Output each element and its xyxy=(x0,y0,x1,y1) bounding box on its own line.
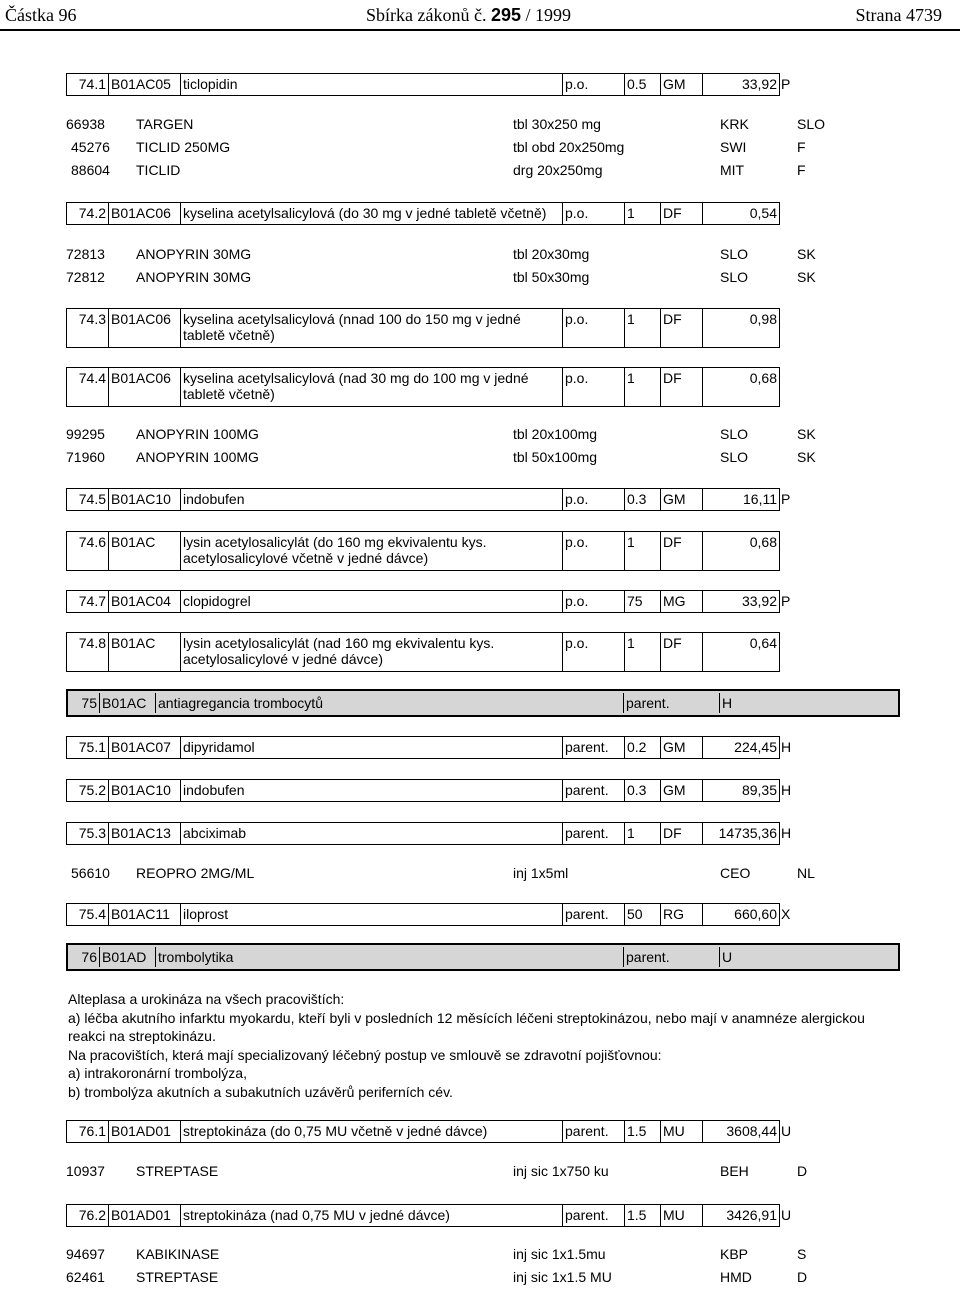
product-code: 10937 xyxy=(66,1163,105,1179)
group-name: clopidogrel xyxy=(181,591,563,612)
product-form: tbl 30x250 mg xyxy=(513,116,601,132)
group-route: p.o. xyxy=(563,591,625,612)
group-code: 75.4 xyxy=(67,904,109,925)
group-name: indobufen xyxy=(181,780,563,801)
note-line: reakci na streptokinázu. xyxy=(68,1028,216,1044)
group-name-line1: lysin acetylosalicylát (do 160 mg ekvivalentu kys. xyxy=(183,534,487,550)
main-group-row-75 xyxy=(66,689,900,717)
product-code: 66938 xyxy=(66,116,105,132)
product-country: NL xyxy=(797,865,815,881)
product-form: tbl 50x30mg xyxy=(513,269,590,285)
group-atc: B01AC11 xyxy=(109,904,181,925)
group-row-74-1 xyxy=(66,73,780,96)
product-form: tbl 20x100mg xyxy=(513,426,598,442)
product-name: KABIKINASE xyxy=(136,1246,220,1262)
header-title-suffix: / 1999 xyxy=(525,5,572,25)
product-form: drg 20x250mg xyxy=(513,162,603,178)
group-atc: B01AC05 xyxy=(109,74,181,95)
product-country: SLO xyxy=(797,116,826,132)
main-group-flag: U xyxy=(722,949,733,965)
group-name-line2: tabletě včetně) xyxy=(183,386,275,402)
product-code: 94697 xyxy=(66,1246,105,1262)
group-name xyxy=(181,532,563,570)
group-price: 33,92 xyxy=(741,76,777,92)
group-flag: H xyxy=(781,782,792,798)
group-price: 3426,91 xyxy=(726,1207,777,1223)
group-row-74-3 xyxy=(66,308,780,348)
product-country: F xyxy=(797,162,806,178)
group-code: 74.1 xyxy=(67,74,109,95)
group-price: 660,60 xyxy=(734,906,777,922)
group-dose: 75 xyxy=(625,591,661,612)
group-code: 74.5 xyxy=(67,489,109,510)
note-line: Na pracovištích, která mají specializovaný léčebný postup ve smlouvě se zdravotní pojišťovnou: xyxy=(68,1046,662,1063)
product-manufacturer: SLO xyxy=(720,449,749,465)
product-country: SK xyxy=(797,246,816,262)
group-unit: DF xyxy=(661,823,703,844)
main-group-name: trombolytika xyxy=(156,947,624,967)
group-price: 0,64 xyxy=(749,635,777,651)
group-row-75-2 xyxy=(66,779,780,802)
note-line: Alteplasa a urokináza na všech pracovištích: xyxy=(68,991,345,1007)
group-row-75-1 xyxy=(66,736,780,759)
group-atc: B01AC10 xyxy=(109,489,181,510)
product-name: ANOPYRIN 30MG xyxy=(136,246,252,262)
group-route: p.o. xyxy=(563,74,625,95)
product-name: TARGEN xyxy=(136,116,194,132)
group-route: parent. xyxy=(563,1121,625,1142)
group-dose: 0.3 xyxy=(625,489,661,510)
group-price: 224,45 xyxy=(734,739,777,755)
group-name: dipyridamol xyxy=(181,737,563,758)
product-name: ANOPYRIN 30MG xyxy=(136,269,252,285)
product-country: SK xyxy=(797,269,816,285)
product-code: 71960 xyxy=(66,449,105,465)
group-flag: H xyxy=(781,739,792,755)
product-manufacturer: SLO xyxy=(720,426,749,442)
group-unit: DF xyxy=(661,532,703,570)
product-name: REOPRO 2MG/ML xyxy=(136,865,255,881)
main-group-code: 76 xyxy=(68,947,100,967)
group-atc: B01AC04 xyxy=(109,591,181,612)
group-code: 74.3 xyxy=(67,309,109,347)
group-name xyxy=(181,368,563,406)
main-group-code: 75 xyxy=(68,693,100,713)
group-dose: 1 xyxy=(625,309,661,347)
main-group-name: antiagregancia trombocytů xyxy=(156,693,624,713)
group-atc: B01AD01 xyxy=(109,1205,181,1226)
group-name xyxy=(181,633,563,671)
group-unit: GM xyxy=(661,489,703,510)
group-dose: 1 xyxy=(625,633,661,671)
product-manufacturer: HMD xyxy=(720,1269,752,1285)
group-dose: 1 xyxy=(625,532,661,570)
group-name xyxy=(181,309,563,347)
main-group-atc: B01AD xyxy=(100,947,156,967)
product-name: TICLID 250MG xyxy=(136,139,231,155)
group-unit: GM xyxy=(661,74,703,95)
product-form: tbl 50x100mg xyxy=(513,449,598,465)
product-code: 72812 xyxy=(66,269,105,285)
main-group-atc: B01AC xyxy=(100,693,156,713)
group-route: parent. xyxy=(563,823,625,844)
group-row-75-4 xyxy=(66,903,780,926)
group-code: 74.4 xyxy=(67,368,109,406)
product-name: STREPTASE xyxy=(136,1163,219,1179)
main-group-route: parent. xyxy=(624,693,720,713)
group-name-line2: tabletě včetně) xyxy=(183,327,275,343)
group-dose: 0.2 xyxy=(625,737,661,758)
group-unit: MU xyxy=(661,1121,703,1142)
group-code: 74.6 xyxy=(67,532,109,570)
product-country: D xyxy=(797,1163,808,1179)
group-flag: P xyxy=(781,491,791,507)
group-route: parent. xyxy=(563,737,625,758)
group-name-line1: kyselina acetylsalicylová (nnad 100 do 150 mg v jedné xyxy=(183,311,521,327)
group-dose: 0.5 xyxy=(625,74,661,95)
product-name: ANOPYRIN 100MG xyxy=(136,449,259,465)
main-group-route: parent. xyxy=(624,947,720,967)
product-manufacturer: SWI xyxy=(720,139,747,155)
product-country: D xyxy=(797,1269,808,1285)
group-route: p.o. xyxy=(563,203,625,224)
group-unit: MU xyxy=(661,1205,703,1226)
note-line: a) léčba akutního infarktu myokardu, kteří byli v posledních 12 měsících léčeni streptokinázou, nebo mají v anamnéze alergickou xyxy=(68,1009,865,1026)
group-name-line2: acetylosalicylové včetně v jedné dávce) xyxy=(183,550,429,566)
product-manufacturer: KBP xyxy=(720,1246,749,1262)
header-right: Strana 4739 xyxy=(855,5,942,25)
group-route: parent. xyxy=(563,780,625,801)
group-atc: B01AC06 xyxy=(109,368,181,406)
group-flag: U xyxy=(781,1123,792,1139)
group-unit: GM xyxy=(661,737,703,758)
group-route: parent. xyxy=(563,904,625,925)
group-atc: B01AC06 xyxy=(109,203,181,224)
product-form: tbl 20x30mg xyxy=(513,246,590,262)
group-dose: 1 xyxy=(625,203,661,224)
group-price: 0,54 xyxy=(749,205,777,221)
product-manufacturer: SLO xyxy=(720,269,749,285)
note-paragraph xyxy=(68,990,865,1101)
group-dose: 1 xyxy=(625,368,661,406)
group-name: kyselina acetylsalicylová (do 30 mg v jedné tabletě včetně) xyxy=(181,203,563,224)
group-name-line2: acetylosalicylové v jedné dávce) xyxy=(183,651,383,667)
group-row-74-5 xyxy=(66,488,780,511)
group-row-76-1 xyxy=(66,1120,780,1143)
product-code: 99295 xyxy=(66,426,105,442)
note-line: b) trombolýza akutních a subakutních uzávěrů periferních cév. xyxy=(68,1083,453,1100)
header-title xyxy=(366,4,571,26)
product-form: inj 1x5ml xyxy=(513,865,569,881)
group-row-74-8 xyxy=(66,632,780,672)
product-code: 72813 xyxy=(66,246,105,262)
group-flag: U xyxy=(781,1207,792,1223)
group-unit: RG xyxy=(661,904,703,925)
group-row-74-7 xyxy=(66,590,780,613)
group-price: 3608,44 xyxy=(726,1123,777,1139)
group-route: p.o. xyxy=(563,368,625,406)
group-route: p.o. xyxy=(563,633,625,671)
group-code: 76.1 xyxy=(67,1121,109,1142)
product-name: TICLID xyxy=(136,162,181,178)
group-code: 74.8 xyxy=(67,633,109,671)
product-manufacturer: KRK xyxy=(720,116,749,132)
product-form: inj sic 1x750 ku xyxy=(513,1163,609,1179)
group-row-74-2 xyxy=(66,202,780,225)
group-unit: DF xyxy=(661,368,703,406)
group-atc: B01AC07 xyxy=(109,737,181,758)
product-code: 56610 xyxy=(71,865,110,881)
group-price: 89,35 xyxy=(741,782,777,798)
product-country: SK xyxy=(797,449,816,465)
product-form: inj sic 1x1.5 MU xyxy=(513,1269,612,1285)
product-manufacturer: SLO xyxy=(720,246,749,262)
product-code: 45276 xyxy=(71,139,110,155)
group-name: streptokináza (nad 0,75 MU v jedné dávce) xyxy=(181,1205,563,1226)
group-row-75-3 xyxy=(66,822,780,845)
group-flag: H xyxy=(781,825,792,841)
group-code: 74.7 xyxy=(67,591,109,612)
group-price: 0,68 xyxy=(749,534,777,550)
group-name-line1: kyselina acetylsalicylová (nad 30 mg do 100 mg v jedné xyxy=(183,370,529,386)
group-price: 33,92 xyxy=(741,593,777,609)
group-unit: DF xyxy=(661,633,703,671)
group-route: p.o. xyxy=(563,532,625,570)
group-code: 74.2 xyxy=(67,203,109,224)
group-code: 76.2 xyxy=(67,1205,109,1226)
group-atc: B01AC10 xyxy=(109,780,181,801)
group-name: streptokináza (do 0,75 MU včetně v jedné dávce) xyxy=(181,1121,563,1142)
product-country: F xyxy=(797,139,806,155)
note-line: a) intrakoronární trombolýza, xyxy=(68,1065,247,1081)
group-dose: 1.5 xyxy=(625,1121,661,1142)
group-name: indobufen xyxy=(181,489,563,510)
group-dose: 1 xyxy=(625,823,661,844)
header-divider xyxy=(0,29,960,31)
product-name: ANOPYRIN 100MG xyxy=(136,426,259,442)
product-country: S xyxy=(797,1246,807,1262)
group-price: 0,68 xyxy=(749,370,777,386)
group-atc: B01AC13 xyxy=(109,823,181,844)
group-unit: MG xyxy=(661,591,703,612)
product-manufacturer: CEO xyxy=(720,865,751,881)
group-unit: GM xyxy=(661,780,703,801)
group-dose: 1.5 xyxy=(625,1205,661,1226)
group-atc: B01AD01 xyxy=(109,1121,181,1142)
group-unit: DF xyxy=(661,309,703,347)
header-left: Částka 96 xyxy=(5,5,77,25)
group-dose: 50 xyxy=(625,904,661,925)
group-atc: B01AC06 xyxy=(109,309,181,347)
group-code: 75.2 xyxy=(67,780,109,801)
product-code: 88604 xyxy=(71,162,110,178)
group-price: 16,11 xyxy=(743,491,777,507)
group-row-76-2 xyxy=(66,1204,780,1227)
group-code: 75.3 xyxy=(67,823,109,844)
product-name: STREPTASE xyxy=(136,1269,219,1285)
header-title-prefix: Sbírka zákonů č. xyxy=(366,5,487,25)
product-country: SK xyxy=(797,426,816,442)
product-manufacturer: MIT xyxy=(720,162,745,178)
group-dose: 0.3 xyxy=(625,780,661,801)
group-name: abciximab xyxy=(181,823,563,844)
group-name-line1: lysin acetylosalicylát (nad 160 mg ekvivalentu kys. xyxy=(183,635,495,651)
group-unit: DF xyxy=(661,203,703,224)
group-flag: P xyxy=(781,593,791,609)
main-group-row-76 xyxy=(66,943,900,971)
header-title-number: 295 xyxy=(490,5,522,25)
group-flag: X xyxy=(781,906,791,922)
group-route: parent. xyxy=(563,1205,625,1226)
group-flag: P xyxy=(781,76,791,92)
product-code: 62461 xyxy=(66,1269,105,1285)
product-form: inj sic 1x1.5mu xyxy=(513,1246,606,1262)
group-price: 14735,36 xyxy=(718,825,777,841)
group-row-74-6 xyxy=(66,531,780,571)
group-route: p.o. xyxy=(563,309,625,347)
group-name: iloprost xyxy=(181,904,563,925)
group-name: ticlopidin xyxy=(181,74,563,95)
group-atc: B01AC xyxy=(109,532,181,570)
main-group-flag: H xyxy=(722,695,733,711)
group-row-74-4 xyxy=(66,367,780,407)
group-route: p.o. xyxy=(563,489,625,510)
product-manufacturer: BEH xyxy=(720,1163,749,1179)
group-price: 0,98 xyxy=(749,311,777,327)
product-form: tbl obd 20x250mg xyxy=(513,139,625,155)
group-code: 75.1 xyxy=(67,737,109,758)
group-atc: B01AC xyxy=(109,633,181,671)
